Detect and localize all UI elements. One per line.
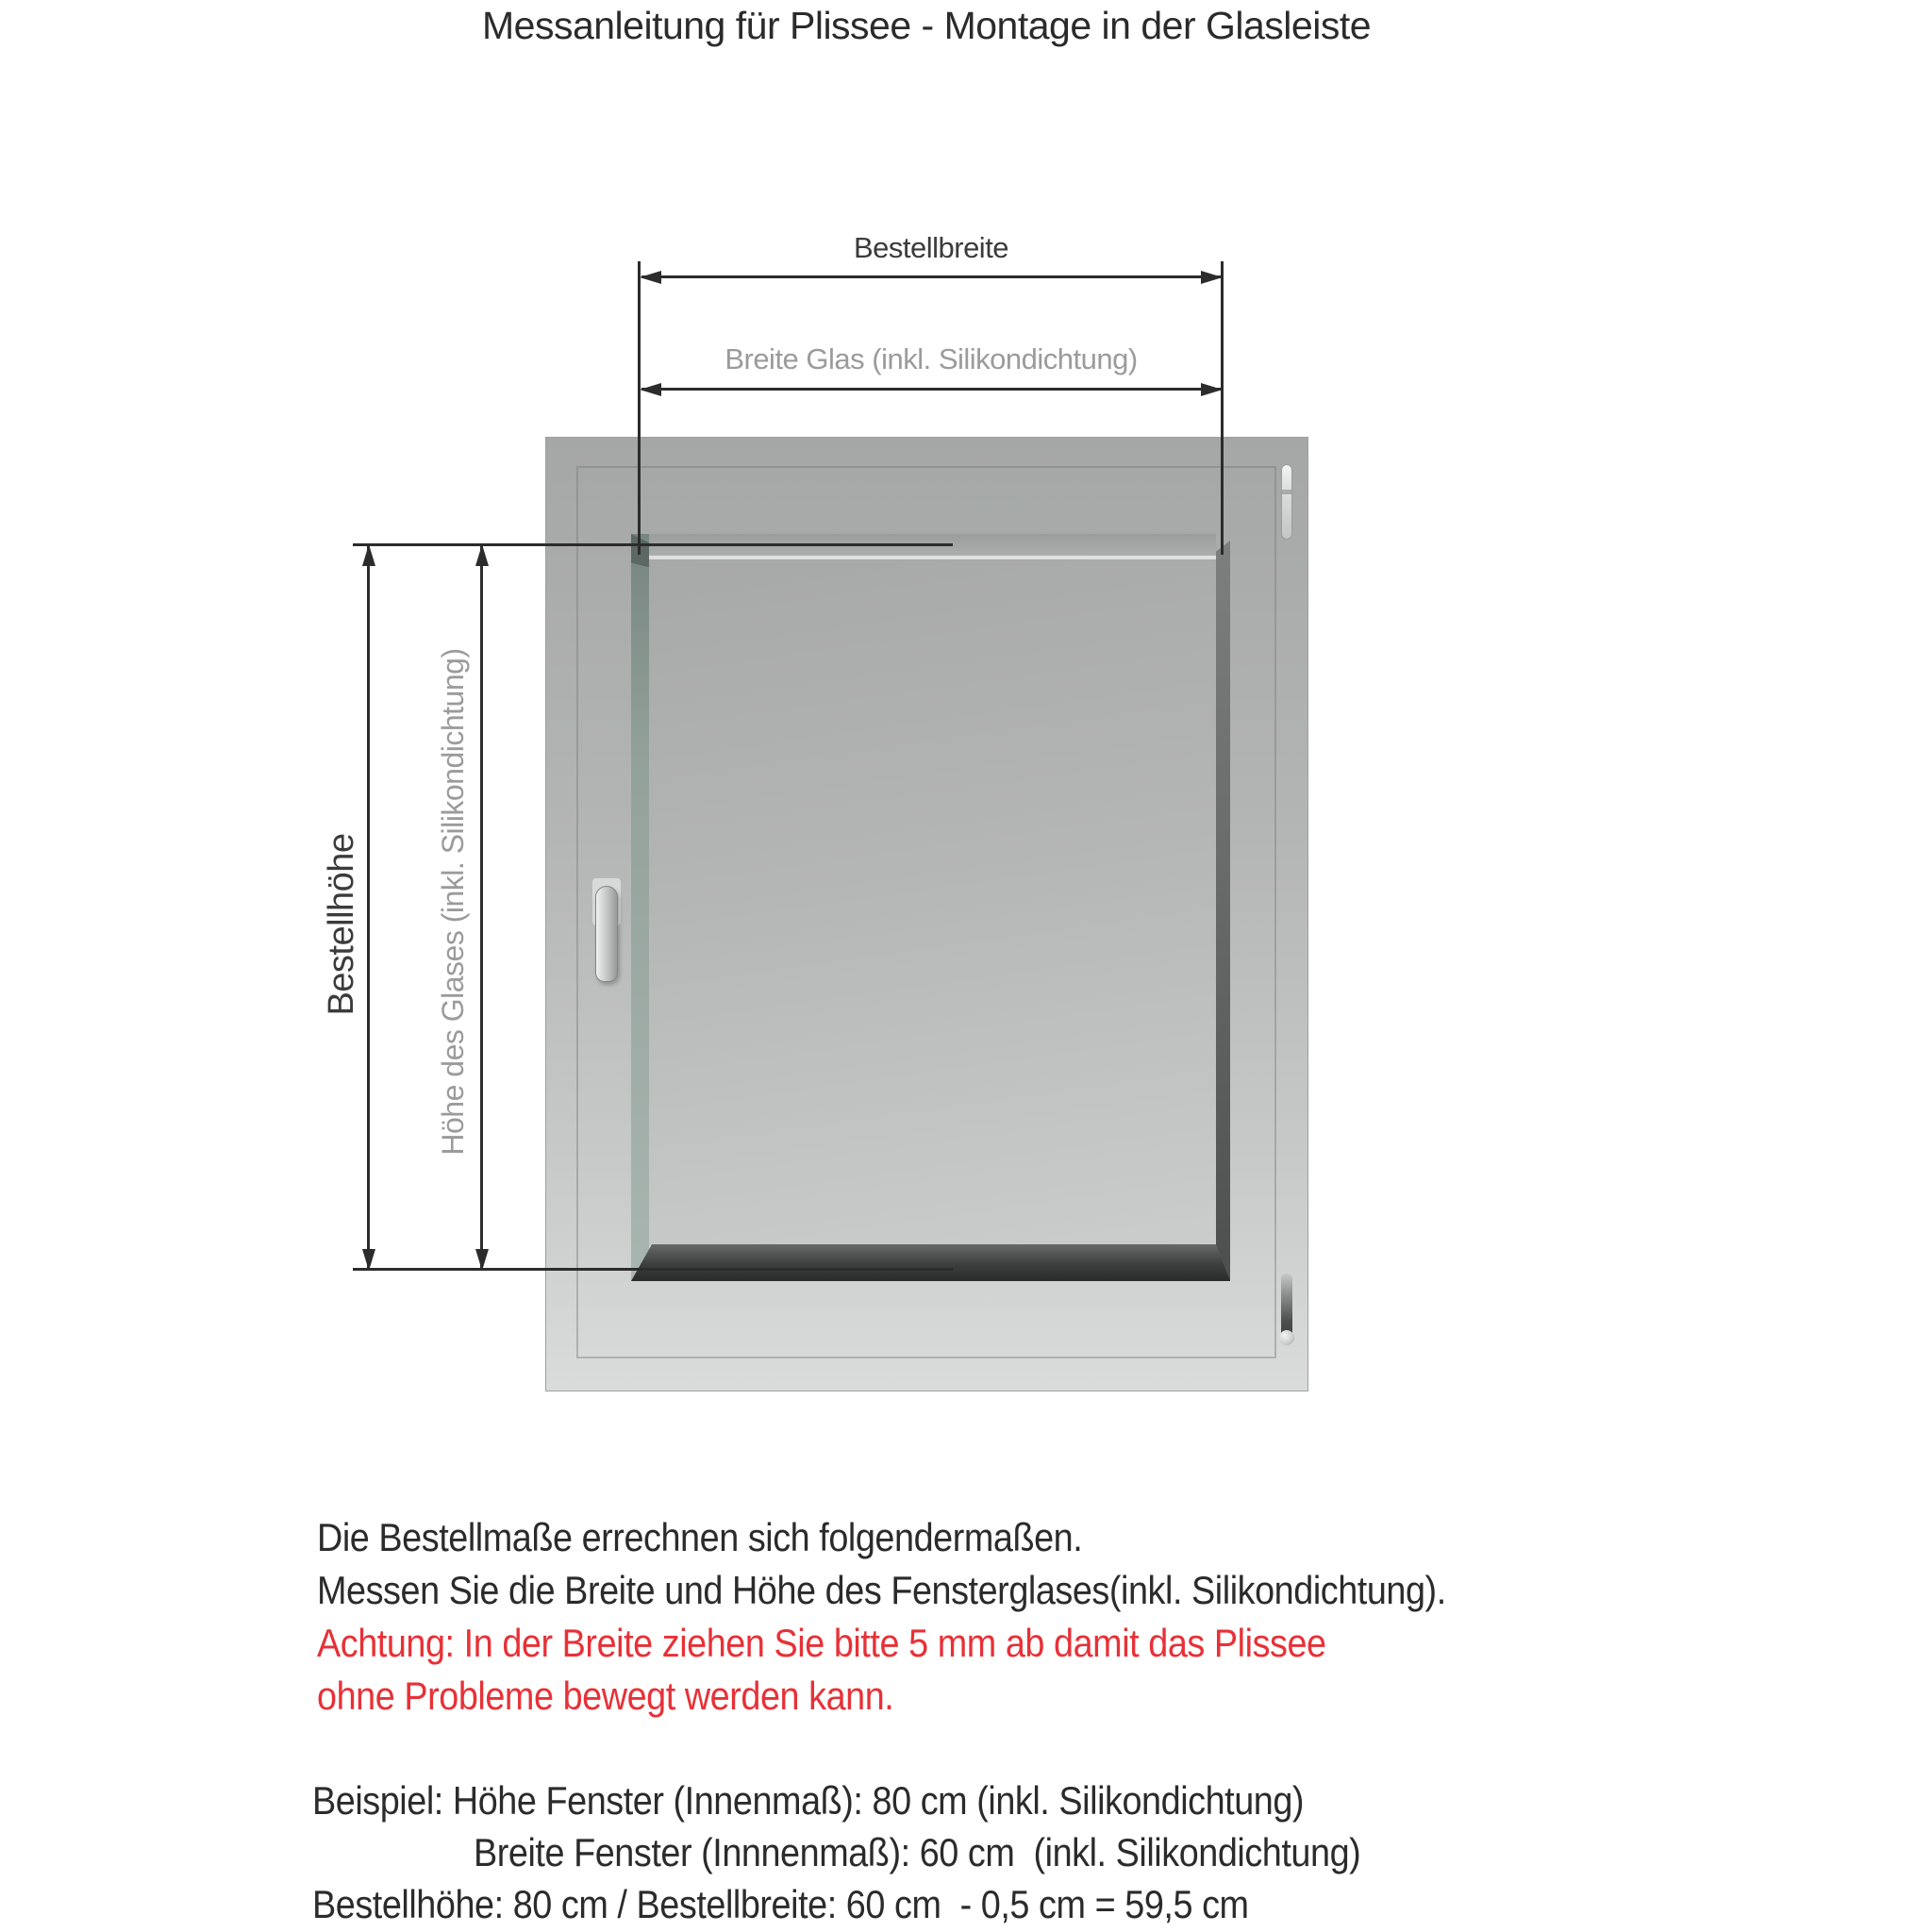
arrowhead-left-icon <box>640 383 661 396</box>
glass-bottom-bevel <box>631 1244 1230 1281</box>
arrowhead-up-icon <box>362 544 375 566</box>
glass-width-arrow <box>641 388 1221 391</box>
window-handle-lever <box>595 886 618 982</box>
extension-line-right-vertical <box>1221 261 1224 555</box>
example-line: Beispiel: Höhe Fenster (Innenmaß): 80 cm (inkl. Silikondichtung) <box>312 1778 1305 1823</box>
glass-pane <box>649 559 1216 1244</box>
window-illustration <box>545 437 1308 1391</box>
order-width-label: Bestellbreite <box>853 231 1009 264</box>
hinge-knob <box>1279 1330 1294 1345</box>
arrowhead-right-icon <box>1201 271 1223 284</box>
window-hinge-bottom <box>1281 1274 1292 1341</box>
arrowhead-down-icon <box>475 1249 489 1271</box>
glass-height-arrow <box>480 546 483 1269</box>
example-line: Bestellhöhe: 80 cm / Bestellbreite: 60 cm - 0,5 cm = 59,5 cm <box>312 1882 1249 1926</box>
glass-right-bevel <box>1216 541 1230 1281</box>
glass-height-label: Höhe des Glases (inkl. Silikondichtung) <box>436 648 470 1156</box>
window-hinge-top <box>1281 464 1292 540</box>
glass-edge-strip <box>631 534 649 1281</box>
warning-line: ohne Probleme bewegt werden kann. <box>317 1674 894 1718</box>
glass-width-label: Breite Glas (inkl. Silikondichtung) <box>724 342 1138 375</box>
instruction-text-block <box>317 1511 1591 1723</box>
arrowhead-down-icon <box>362 1249 375 1271</box>
extension-line-left-vertical <box>638 261 641 555</box>
warning-line: Achtung: In der Breite ziehen Sie bitte 5 mm ab damit das Plissee <box>317 1621 1326 1665</box>
extension-line-bottom-horizontal <box>353 1268 953 1271</box>
page-title: Messanleitung für Plissee - Montage in der Glasleiste <box>481 4 1372 47</box>
instruction-line: Messen Sie die Breite und Höhe des Fensterglases(inkl. Silikondichtung). <box>317 1568 1446 1612</box>
arrowhead-up-icon <box>475 544 489 566</box>
order-width-arrow <box>641 275 1221 278</box>
order-height-arrow <box>367 546 370 1269</box>
example-line: Breite Fenster (Innnenmaß): 60 cm (inkl. Silikondichtung) <box>474 1830 1361 1874</box>
order-height-label: Bestellhöhe <box>322 833 361 1016</box>
extension-line-top-horizontal <box>353 543 953 546</box>
hinge-notch <box>1282 490 1291 494</box>
arrowhead-left-icon <box>640 271 661 284</box>
example-text-block <box>312 1774 1586 1930</box>
arrowhead-right-icon <box>1201 383 1223 396</box>
instruction-line: Die Bestellmaße errechnen sich folgendermaßen. <box>317 1515 1083 1559</box>
